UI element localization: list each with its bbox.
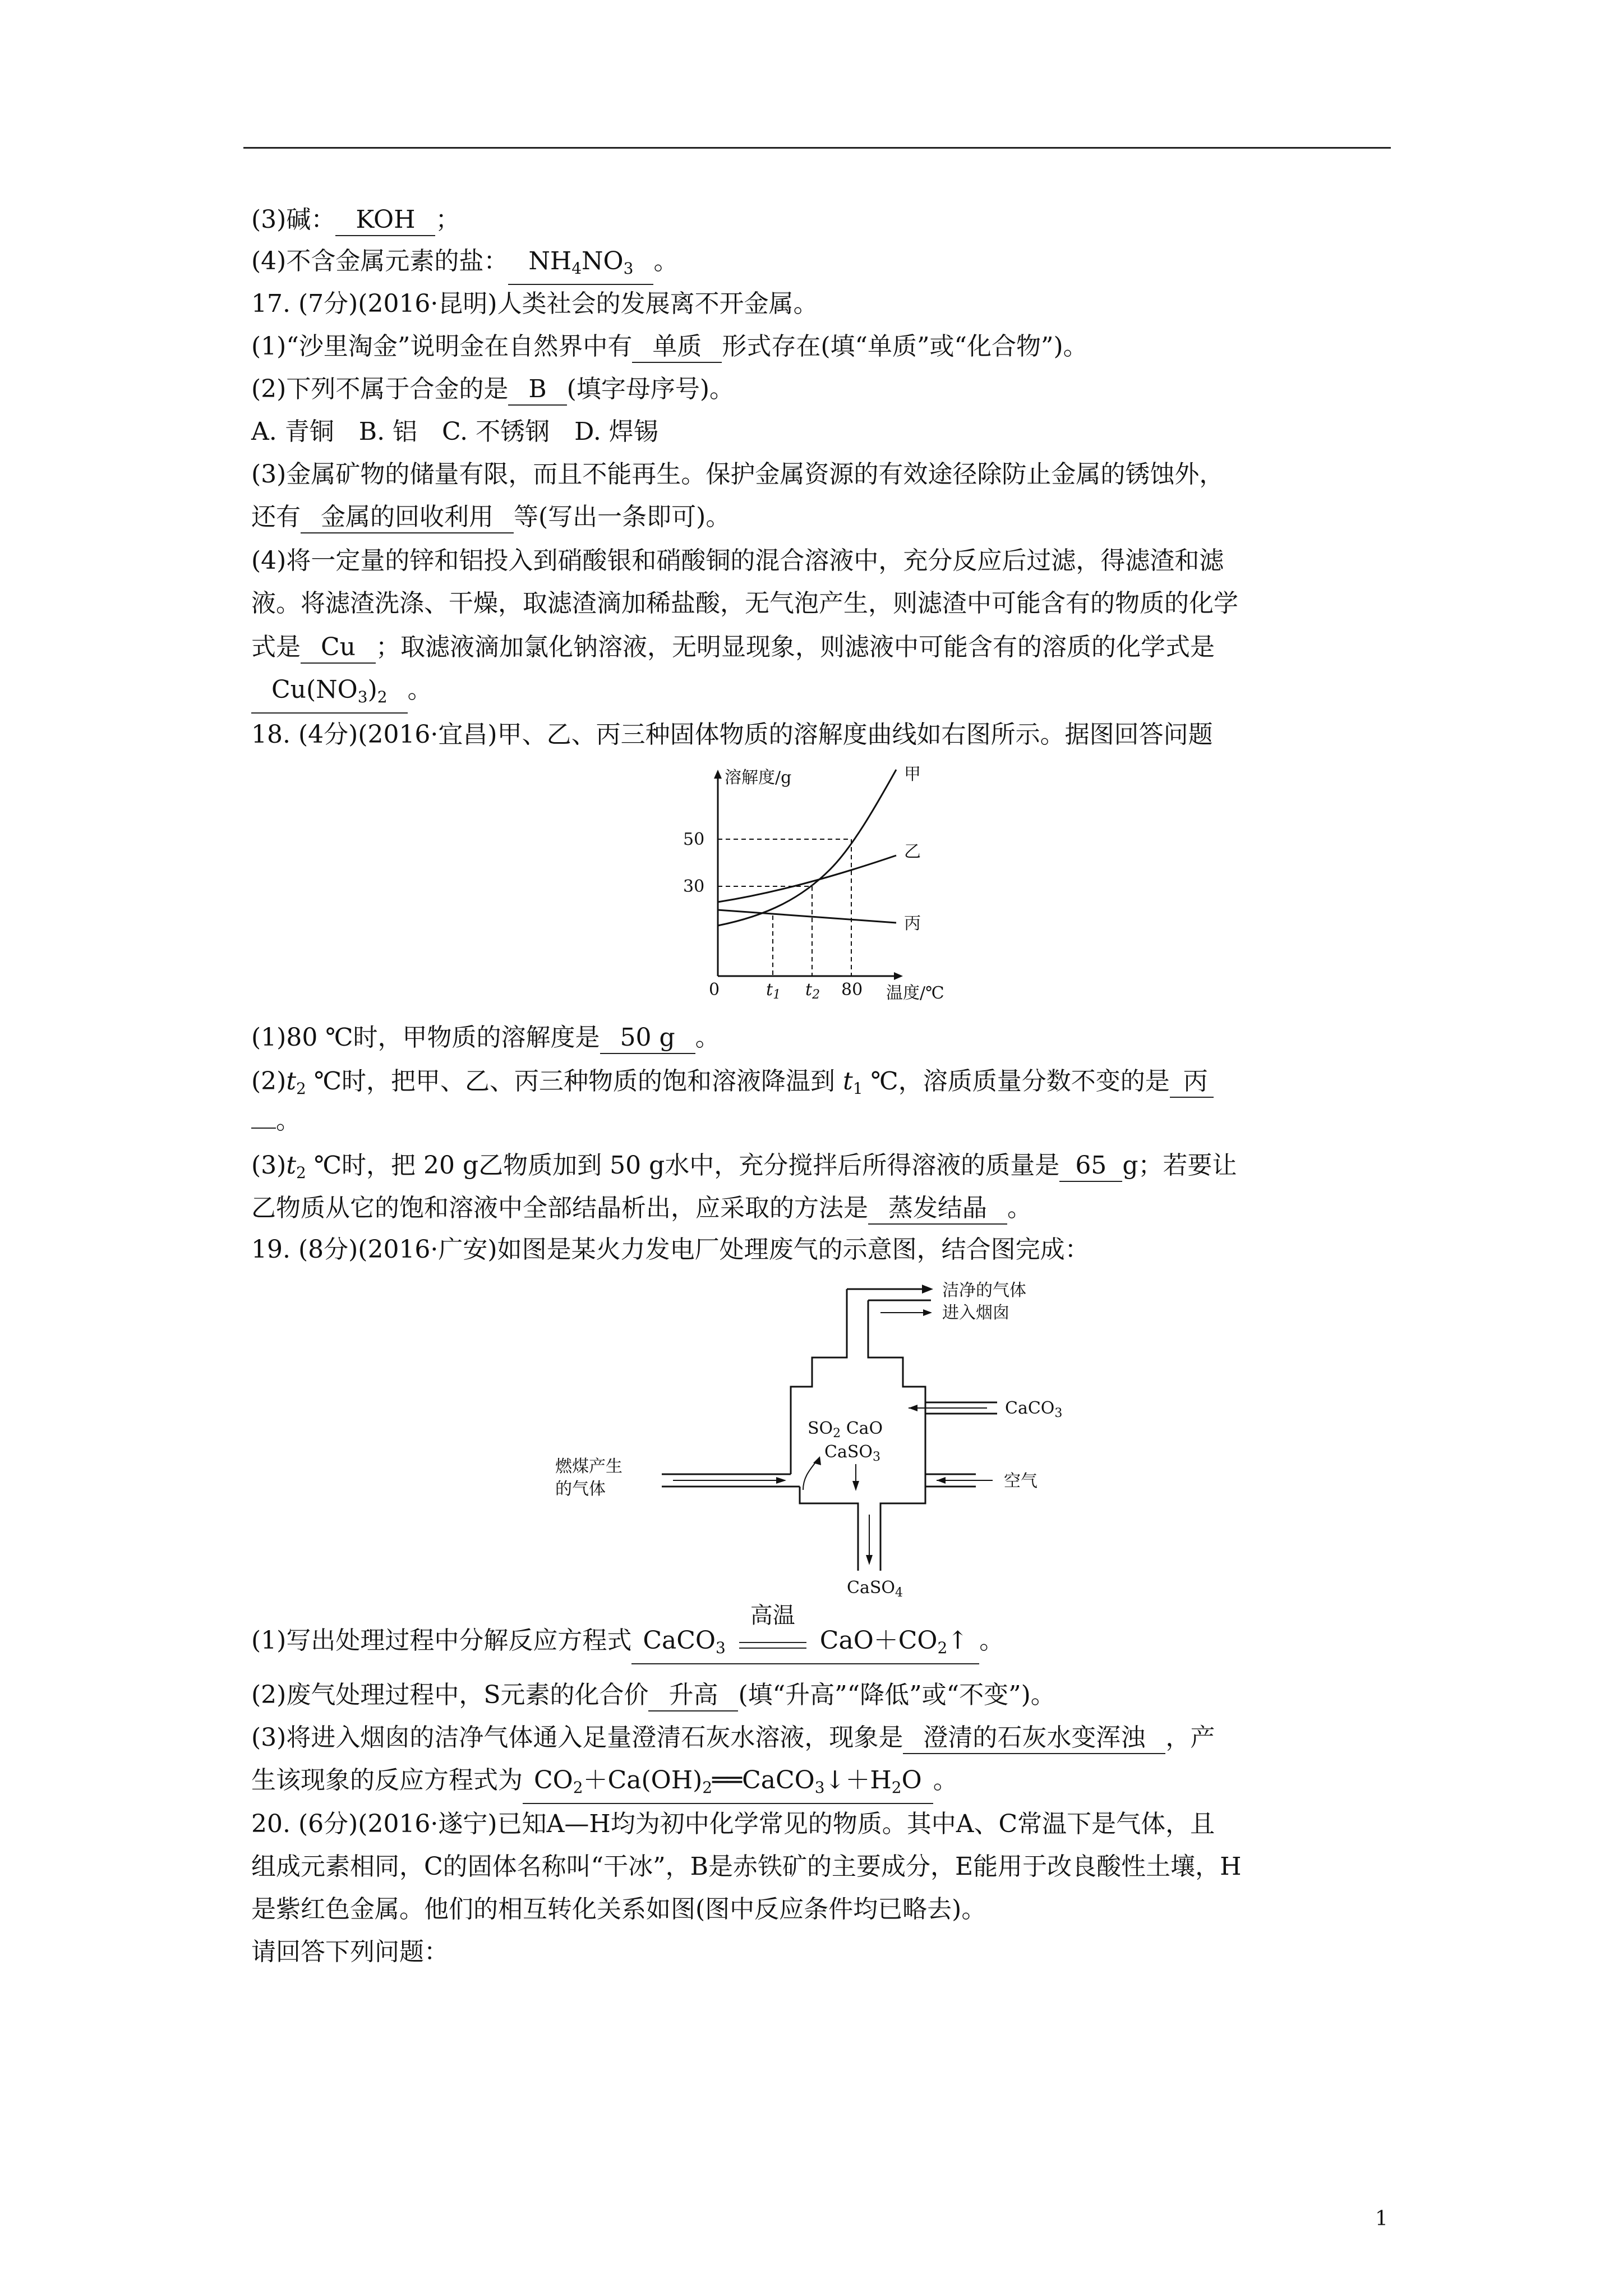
t2-symbol: t: [286, 1067, 297, 1096]
q17-p3-prefix: 还有: [251, 503, 301, 531]
inlet-flow-arrow: [776, 1477, 786, 1484]
y-axis-arrow: [714, 770, 722, 779]
inside-caso3: [824, 1442, 880, 1464]
q19-p3-answer-phenomenon: 澄清的石灰水变浑浊: [903, 1723, 1165, 1754]
outlet-label-1: 洁净的气体: [942, 1281, 1026, 1300]
t2-symbol: t: [286, 1151, 297, 1180]
q17-p2-options: A. 青铜 B. 铝 C. 不锈钢 D. 焊锡: [251, 417, 658, 446]
q20-line2: 组成元素相同，C的固体名称叫“干冰”，B是赤铁矿的主要成分，E能用于改良酸性土壤，H: [251, 1852, 1242, 1881]
reactor-wall-left-lower: [800, 1493, 858, 1571]
eq-reactant: CaCO: [643, 1626, 716, 1655]
caso3-text: CaSO: [824, 1442, 873, 1462]
q17-p2-suffix: (填字母序号)。: [566, 375, 735, 403]
outlet-down-arrow: [866, 1555, 873, 1565]
x-tick-t2-sub: 2: [812, 988, 820, 1002]
q19-p3-line2: [251, 1764, 958, 1804]
q17-p4-answer-solute: [251, 675, 408, 714]
q16-item4: [251, 245, 678, 285]
eq-reactant-sub: 3: [715, 1639, 726, 1657]
x-tick-t1-sub: 1: [773, 988, 781, 1002]
q18-p2-end-mark: 。: [276, 1106, 301, 1135]
y-axis-label: 溶解度/g: [725, 768, 792, 788]
q19-p1: [251, 1603, 1004, 1664]
caso4-sub: 4: [895, 1586, 903, 1600]
q19-p3-suffix: ，产: [1165, 1723, 1215, 1752]
y-tick-30: 30: [683, 877, 705, 896]
ans-sub: 3: [623, 259, 634, 278]
q19-p3-suffix2: 。: [933, 1766, 958, 1795]
caco3-text: CaCO: [1005, 1398, 1055, 1418]
y-tick-50: 50: [683, 830, 705, 849]
q17-p1-prefix: (1)“沙里淘金”说明金在自然界中有: [251, 332, 633, 361]
eq-product-sub: 2: [937, 1639, 948, 1657]
t2-sub: 2: [296, 1079, 306, 1098]
x-tick-t2-letter: t: [805, 980, 813, 1000]
q18-p3-line2: [251, 1191, 1032, 1225]
q18-p2-end: [251, 1104, 301, 1138]
caso4-text: CaSO: [847, 1578, 895, 1598]
caco3-label: [1005, 1398, 1062, 1420]
eq-condition-text: 高温: [750, 1603, 795, 1628]
caco3-flow-arrow: [909, 1405, 917, 1411]
waste-gas-diagram: [544, 1279, 1133, 1604]
eq-sub: 2: [702, 1778, 713, 1797]
t1-sub: 1: [852, 1079, 863, 1098]
eq-part: ══CaCO: [712, 1766, 815, 1795]
t1-symbol: t: [843, 1067, 853, 1096]
eq-sub: 2: [891, 1778, 902, 1797]
q18-p2-label: (2): [251, 1067, 287, 1096]
q18-p3: [251, 1149, 1237, 1190]
q16-item4-prefix: (4)不含金属元素的盐：: [251, 247, 509, 275]
q16-item4-answer: [508, 246, 653, 285]
q17-p2-answer: B: [508, 374, 566, 406]
q18-p1-suffix: 。: [695, 1023, 720, 1052]
t2-sub: 2: [296, 1163, 306, 1182]
series-bing-curve: [718, 910, 896, 923]
q17-p1-suffix: 形式存在(填“单质”或“化合物”)。: [722, 332, 1088, 361]
q16-item4-suffix: 。: [653, 247, 679, 275]
outlet-label-2: 进入烟囱: [942, 1303, 1009, 1323]
inside-curve-arrow: [803, 1460, 818, 1490]
eq-part: ＋Ca(OH): [583, 1766, 703, 1795]
q17-p3-line2: [251, 500, 730, 534]
q19-p3-prefix: (3)将进入烟囱的洁净气体通入足量澄清石灰水溶液，现象是: [251, 1723, 903, 1752]
q18-p3-suffix: g；若要让: [1122, 1151, 1237, 1180]
air-flow-arrow: [937, 1477, 946, 1484]
solubility-chart: [662, 763, 976, 1010]
q18-p3-answer-mass: 65: [1059, 1151, 1122, 1182]
header-rule: [243, 147, 1391, 149]
q17-p4-line1: (4)将一定量的锌和铝投入到硝酸银和硝酸铜的混合溶液中，充分反应后过滤，得滤渣和滤: [251, 546, 1224, 575]
q19-p3-answer-equation: [523, 1765, 933, 1804]
q18-p1: [251, 1021, 720, 1055]
q19-header: 19. (8分)(2016·广安)如图是某火力发电厂处理废气的示意图，结合图完成：: [251, 1235, 1090, 1264]
page-number: 1: [1375, 2207, 1388, 2230]
q19-p2-prefix: (2)废气处理过程中，S元素的化合价: [251, 1681, 649, 1709]
q20-line3: 是紫红色金属。他们的相互转化关系如图(图中反应条件均已略去)。: [251, 1895, 986, 1924]
q19-p1-answer: [631, 1603, 979, 1664]
series-yi-curve: [718, 855, 896, 902]
q19-p3-prefix2: 生该现象的反应方程式为: [251, 1766, 523, 1795]
q17-p1: [251, 330, 1088, 364]
series-jia-curve: [718, 770, 896, 926]
eq-condition: [739, 1603, 806, 1649]
q20-line1: 20. (6分)(2016·遂宁)已知A—H均为初中化学常见的物质。其中A、C常温下是气体，且: [251, 1810, 1215, 1838]
eq-product: CaO＋CO: [819, 1626, 938, 1655]
x-tick-t1: [766, 980, 781, 1002]
eq-sub: 3: [814, 1778, 825, 1797]
q17-p4-answer-cu: Cu: [301, 632, 376, 664]
q18-p3-answer-method: 蒸发结晶: [868, 1193, 1007, 1225]
cao-text: CaO: [841, 1419, 883, 1438]
q18-p3-prefix2: 乙物质从它的饱和溶液中全部结晶析出，应采取的方法是: [251, 1194, 868, 1222]
series-jia-label: 甲: [904, 765, 921, 784]
q18-p2-answer: 丙: [1170, 1066, 1214, 1098]
so2-sub: 2: [833, 1427, 841, 1441]
q17-p4-line3: [251, 631, 1215, 664]
eq-double-bar: [739, 1642, 806, 1649]
q17-p4-line2: 液。将滤渣洗涤、干燥，取滤渣滴加稀盐酸，无气泡产生，则滤渣中可能含有的物质的化学: [251, 589, 1238, 618]
q17-p3-answer: 金属的回收利用: [301, 502, 514, 533]
caco3-sub: 3: [1054, 1406, 1063, 1420]
inlet-label-1: 燃煤产生: [555, 1457, 623, 1476]
outlet-arrow: [922, 1285, 933, 1294]
x-tick-0: 0: [709, 980, 720, 1000]
q17-p1-answer: 单质: [632, 332, 722, 363]
q18-p2-answer-cont: [251, 1128, 276, 1129]
q17-p4-prefix: 式是: [251, 633, 301, 661]
ans-sub: 4: [571, 259, 582, 278]
reactor-wall-right-lower: [880, 1476, 925, 1571]
q18-p2: [251, 1065, 1214, 1106]
q17-p4-line4: [251, 673, 432, 714]
q17-p3-line1: (3)金属矿物的储量有限，而且不能再生。保护金属资源的有效途径除防止金属的锈蚀外，: [251, 460, 1224, 489]
x-axis-arrow: [894, 972, 903, 980]
inlet-label-2: 的气体: [555, 1479, 606, 1499]
eq-part: CO: [534, 1766, 573, 1795]
ans-sub: 2: [377, 688, 388, 706]
q18-p3-label: (3): [251, 1151, 287, 1180]
eq-gas-arrow: ↑: [947, 1626, 969, 1655]
q19-p1-prefix: (1)写出处理过程中分解反应方程式: [251, 1626, 632, 1655]
eq-sub: 2: [573, 1778, 583, 1797]
q20-line4: 请回答下列问题：: [251, 1938, 449, 1966]
q16-item3-suffix: ；: [435, 205, 460, 234]
q18-p3-suffix2: 。: [1007, 1194, 1032, 1222]
q17-p2-prefix: (2)下列不属于合金的是: [251, 375, 509, 403]
x-axis-label: 温度/℃: [886, 983, 944, 1003]
q16-item3: [251, 203, 460, 237]
q17-p3-suffix: 等(写出一条即可)。: [514, 503, 731, 531]
outlet-flow-arrow: [923, 1309, 932, 1316]
ans-part: Cu(NO: [271, 675, 358, 704]
q19-p1-suffix: 。: [979, 1626, 1004, 1655]
ans-part: ): [367, 675, 377, 704]
q18-p1-answer: 50 g: [600, 1023, 695, 1054]
product-label: [847, 1578, 903, 1600]
ans-sub: 3: [357, 688, 368, 706]
q16-item3-prefix: (3)碱：: [251, 205, 336, 234]
x-tick-t2: [805, 980, 820, 1002]
x-tick-t1-letter: t: [766, 980, 773, 1000]
q19-p3-line1: [251, 1721, 1215, 1755]
q17-p4-end: 。: [407, 675, 432, 704]
q19-p2: [251, 1678, 1055, 1712]
ans-part: NH: [528, 247, 572, 275]
q18-p3-mid: ℃时，把 20 g乙物质加到 50 g水中，充分搅拌后所得溶液的质量是: [306, 1151, 1060, 1180]
q17-header: 17. (7分)(2016·昆明)人类社会的发展离不开金属。: [251, 289, 818, 318]
q18-p2-mid: ℃时，把甲、乙、丙三种物质的饱和溶液降温到: [306, 1067, 843, 1096]
eq-part: O: [901, 1766, 922, 1795]
q19-p2-suffix: (填“升高”“降低”或“不变”)。: [738, 1681, 1055, 1709]
so2-text: SO: [808, 1419, 833, 1438]
inside-down-arrow: [852, 1481, 859, 1491]
inside-so2-cao: [808, 1419, 883, 1441]
q17-p2: [251, 372, 734, 406]
caso3-sub: 3: [873, 1450, 880, 1464]
series-yi-label: 乙: [904, 842, 921, 862]
q18-p1-prefix: (1)80 ℃时，甲物质的溶解度是: [251, 1023, 600, 1052]
q18-header: 18. (4分)(2016·宜昌)甲、乙、丙三种固体物质的溶解度曲线如右图所示。据图回答问题: [251, 720, 1213, 749]
eq-part: ↓＋H: [824, 1766, 892, 1795]
q18-p2-suffix: ℃，溶质质量分数不变的是: [863, 1067, 1170, 1096]
q16-item3-answer: KOH: [335, 205, 435, 236]
q19-p2-answer: 升高: [648, 1680, 738, 1711]
air-label: 空气: [1004, 1471, 1038, 1491]
series-bing-label: 丙: [904, 914, 921, 933]
q17-p4-suffix: ；取滤液滴加氯化钠溶液，无明显现象，则滤液中可能含有的溶质的化学式是: [376, 633, 1215, 661]
ans-part: NO: [582, 247, 624, 275]
x-tick-80: 80: [841, 980, 863, 1000]
